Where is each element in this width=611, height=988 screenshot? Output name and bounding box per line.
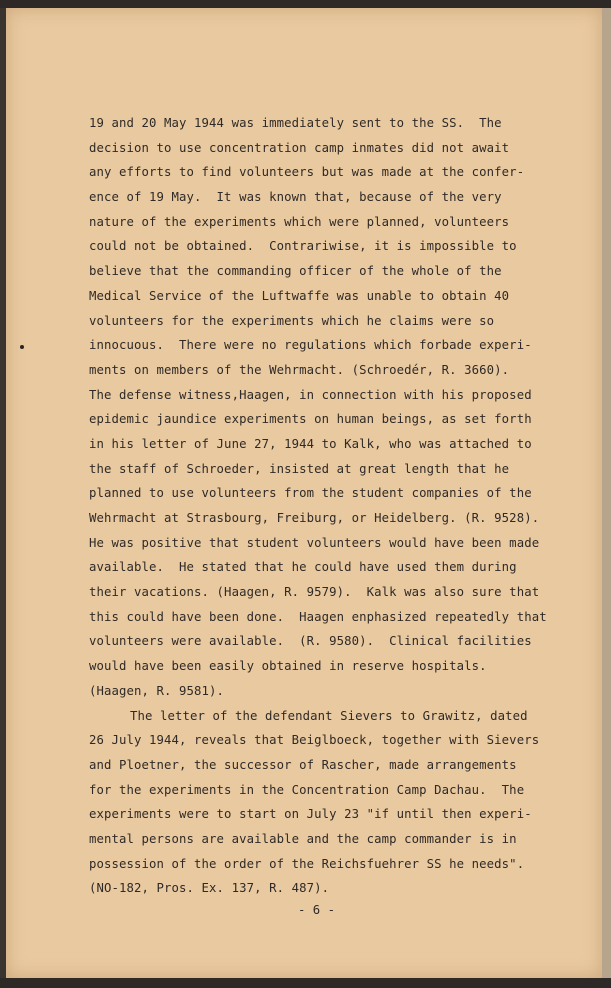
text-line: mental persons are available and the camp commander is in xyxy=(89,831,517,846)
text-line: Medical Service of the Luftwaffe was unable to obtain 40 xyxy=(89,288,510,303)
scan-right-edge xyxy=(602,8,611,978)
text-line: nature of the experiments which were planned, volunteers xyxy=(89,214,510,229)
text-line: in his letter of June 27, 1944 to Kalk, who was attached to xyxy=(89,436,532,451)
paragraph-first-line: The letter of the defendant Sievers to Grawitz, dated xyxy=(130,708,528,723)
text-line: for the experiments in the Concentration Camp Dachau. The xyxy=(89,782,525,797)
text-line: their vacations. (Haagen, R. 9579). Kalk was also sure that xyxy=(89,585,540,600)
typed-text-body xyxy=(89,111,569,901)
text-line: could not be obtained. Contrariwise, it is impossible to xyxy=(89,239,517,254)
text-line: available. He stated that he could have used them during xyxy=(89,560,517,575)
text-line: any efforts to find volunteers but was made at the confer- xyxy=(89,165,525,180)
text-line: the staff of Schroeder, insisted at great length that he xyxy=(89,461,510,476)
text-line: ence of 19 May. It was known that, because of the very xyxy=(89,190,502,205)
text-line: this could have been done. Haagen enphasized repeatedly that xyxy=(89,609,547,624)
text-line: planned to use volunteers from the student companies of the xyxy=(89,486,532,501)
text-line: (Haagen, R. 9581). xyxy=(89,683,225,698)
text-line: Wehrmacht at Strasbourg, Freiburg, or Heidelberg. (R. 9528). xyxy=(89,511,540,525)
text-line: experiments were to start on July 23 "if until then experi- xyxy=(89,807,532,822)
punch-hole-mark xyxy=(20,345,24,349)
scan-top-border xyxy=(0,0,611,8)
text-line: 26 July 1944, reveals that Beiglboeck, together with Sievers xyxy=(89,733,540,748)
text-line: volunteers for the experiments which he claims were so xyxy=(89,313,495,328)
text-line: innocuous. There were no regulations which forbade experi- xyxy=(89,338,532,353)
text-line: (NO-182, Pros. Ex. 137, R. 487). xyxy=(89,881,330,896)
text-line: possession of the order of the Reichsfuehrer SS he needs". xyxy=(89,856,525,871)
text-line: The defense witness,Haagen, in connection with his proposed xyxy=(89,387,532,402)
text-line: volunteers were available. (R. 9580). Clinical facilities xyxy=(89,634,532,649)
text-line: would have been easily obtained in reserve hospitals. xyxy=(89,659,487,674)
text-line: decision to use concentration camp inmates did not await xyxy=(89,140,510,155)
text-line: ments on members of the Wehrmacht. (Schroedér, R. 3660). xyxy=(89,362,510,377)
text-line: 19 and 20 May 1944 was immediately sent to the SS. The xyxy=(89,116,502,130)
text-line: epidemic jaundice experiments on human beings, as set forth xyxy=(89,412,532,427)
scan-bottom-border xyxy=(0,978,611,988)
text-line: He was positive that student volunteers would have been made xyxy=(89,535,540,550)
page-number: - 6 - xyxy=(297,903,336,917)
text-line: and Ploetner, the successor of Rascher, made arrangements xyxy=(89,757,517,772)
text-line: believe that the commanding officer of the whole of the xyxy=(89,264,502,279)
